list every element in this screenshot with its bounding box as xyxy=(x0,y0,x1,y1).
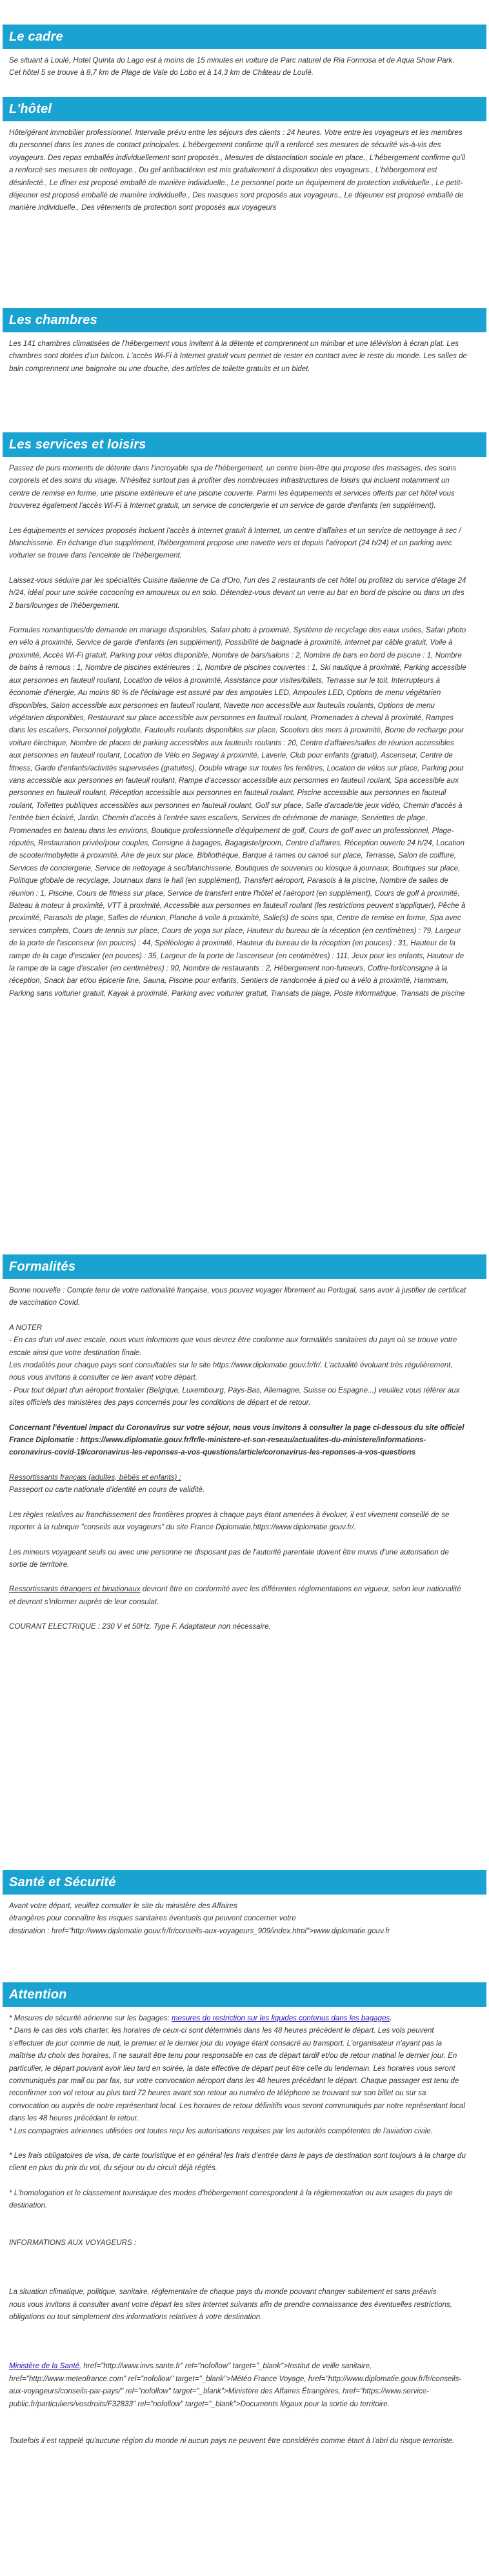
services-p2: Les équipements et services proposés incluent l'accès à Internet gratuit à Internet, un centre d'affaires et un service de nettoyage à sec / blanchisserie. En échange d'un supplément, l'hébergement propose une navette vers et depuis l'aéroport (24 h/24) et un parking avec voiturier se trouve dans l'enceinte de l'hébergement. xyxy=(9,526,461,560)
formalites-res-et-text: devront être en conformité avec les différentes réglementations en vigueur, selon leur nationalité et devront s'informer auprès de leur consulat. xyxy=(9,1585,461,1606)
section-attention xyxy=(0,1982,489,2447)
formalites-res-fr-text: Passeport ou carte nationale d'identité en cours de validité. xyxy=(9,1485,205,1494)
formalites-res-et-label: Ressortissants étrangers et binationaux xyxy=(9,1585,141,1594)
formalites-minors-text: Les mineurs voyageant seuls ou avec une personne ne disposant pas de l'autorité parentale doivent être munis d'une autorisation de sortie de territoire. xyxy=(9,1547,449,1569)
cadre-text: Se situant à Loulé, Hotel Quinta do Lago est à moins de 15 minutes en voiture de Parc naturel de Ria Formosa et de Aqua Show Park. Cet hôtel 5 se trouve à 8,7 km de Plage de Vale do Lobo et à 14,3 km de Château de Loulé. xyxy=(9,56,455,77)
section-services xyxy=(0,432,489,1000)
formalites-note2: Les modalités pour chaque pays sont consultables sur le site https://www.diplomatie.gouv.fr/fr/. L'actualité évoluant très régulièrement, nous vous invitons à consulter ce lien avant votre départ. xyxy=(9,1361,453,1382)
section-cadre xyxy=(0,25,489,79)
attention-p1-end: . xyxy=(390,2014,392,2022)
section-sante xyxy=(0,1870,489,1937)
formalites-note1: - En cas d'un vol avec escale, nous vous informons que vous devrez être conforme aux formalités sanitaires du pays où se trouve votre escale ainsi que votre destination finale. xyxy=(9,1336,457,1357)
liquids-restriction-link[interactable]: mesures de restriction sur les liquides contenus dans les bagages xyxy=(171,2014,390,2022)
heading-chambres: Les chambres xyxy=(3,308,486,332)
services-p4: Formules romantiques/de demande en mariage disponibles, Safari photo à proximité, Système de recyclage des eaux usées, Safari photo en vélo à proximité, Service de garde d'enfants (en supplément), Possibilité de baignade à proximité, Internet par câble gratuit, Voile à proximité, Accès Wi-Fi gratuit, Parking pour vélos disponible, Nombre de bars/salons : 2, Nombre de bars en bord de piscine : 1, Nombre de bains à remous : 1, Nombre de piscines extérieures : 1, Nombre de piscines couvertes : 1, Ski nautique à proximité, Parking accessible aux personnes en fauteuil roulant, Location de vélos à proximité, Assistance pour visites/billets, Terrasse sur le toit, Interrupteurs à économie d'énergie, Au moins 80 % de l'éclairage est assuré par des ampoules LED, Ampoules LED, Options de menu végétarien disponibles, Salon accessible aux personnes en fauteuil roulant, Navette non accessible aux fauteuils roulants, Options de menu végétarien disponibles, Restaurant sur place accessible aux personnes en fauteuil roulant, Promenades à cheval à proximité, Rampes dans les escaliers, Personnel polyglotte, Fauteuils roulants disponibles sur place, Scooters des mers à proximité, Borne de recharge pour voiture électrique, Nombre de places de parking accessibles aux fauteuils roulants : 20, Centre d'affaires/salles de réunion accessibles aux personnes en fauteuil roulant, Location de Vélo en Segway à proximité, Laverie, Club pour enfants (gratuit), Ascenseur, Centre de fitness, Garde d'enfants/activités supervisées (gratuites), Double vitrage sur toutes les fenêtres, Location de vélos sur place, Parking pour vans accessible aux personnes en fauteuil roulant, Rampe d'accessor accessible aux personnes en fauteuil roulant, Spa accessible aux personnes en fauteuil roulant, Réception accessible aux personnes en fauteuil roulant, Piscine accessible aux personnes en fauteuil roulant, Toilettes publiques accessibles aux personnes en fauteuil roulant, Golf sur place, Salle d'arcade/de jeux vidéo, Chemin d'accès à l'entrée bien éclairé, Jardin, Chemin d'accès à l'entrée sans escaliers, Services de cérémonie de mariage, Serviettes de plage, Promenades en bateau dans les environs, Boutique professionnelle d'équipement de golf, Cours de golf avec un professionnel, Plage-réputés, Restauration privée/pour couples, Consigne à bagages, Bagagiste/groom, Centre d'affaires, Réception ouverte 24 h/24, Location de scooter/mobylette à proximité, Aire de jeux sur place, Bibliothèque, Barque à rames ou canoë sur place, Terrasse, Salon de coiffure, Services de conciergerie, Service de nettoyage à sec/blanchisserie, Boutiques de souvenirs ou kiosque à journaux, Boutiques sur place, Politique globale de recyclage, Journaux dans le hall (en supplément), Transfert aéroport, Parasols à la piscine, Nombre de salles de réunion : 1, Piscine, Cours de fitness sur place, Service de transfert entre l'hôtel et l'aéroport (en supplément), Cours de golf à proximité, Bateau à moteur à proximité, VTT à proximité, Accessible aux personnes en fauteuil roulant (les restrictions peuvent s'appliquer), Pêche à proximité, Parasols de plage, Salles de réunion, Planche à voile à proximité, Salle(s) de soins spa, Centre de remise en forme, Spa avec services complets, Cours de tennis sur place, Cours de yoga sur place, Hauteur du bureau de la réception (en centimètres) : 79, Largeur de la porte de l'ascenseur (en pouces) : 44, Spéléologie à proximité, Hauteur du bureau de la réception (en pouces) : 31, Hauteur de la rampe de la cage d'escalier (en pouces) : 35, Largeur de la porte de l'ascenseur (en centimètres) : 111, Jeux pour les enfants, Hauteur de la rampe de la cage d'escalier (en centimètres) : 90, Nombre de restaurants : 2, Hébergement non-fumeurs, Coffre-fort/consigne à la réception, Snack bar et/ou épicerie fine, Sauna, Piscine pour enfants, Sentiers de randonnée à pied ou à vélo à proximité, Hammam, Parking sans voiturier gratuit, Kayak à proximité, Parking avec voiturier gratuit, Transats de plage, Poste informatique, Transats de piscine xyxy=(9,626,466,998)
sante-line3: destination : href="http://www.diplomatie.gouv.fr/fr/conseils-aux-voyageurs_909/index.html">www.diplomatie.gouv.fr xyxy=(9,1926,390,1935)
sante-line2: étrangères pour connaître les risques sanitaires éventuels qui peuvent concerner votre xyxy=(9,1914,296,1923)
attention-p3: * Les frais obligatoires de visa, de carte touristique et en général les frais d'entrée dans le pays de destination sont toujours à la charge du client en plus du prix du vol, du séjour ou du circuit déjà réglés. xyxy=(9,2151,466,2173)
attention-p4: * L'homologation et le classement touristique des modes d'hébergement correspondent à la réglementation ou aux usages du pays de destination. xyxy=(9,2188,453,2210)
formalites-intro: Bonne nouvelle : Compte tenu de votre nationalité française, vous pouvez voyager librement au Portugal, sans avoir à justifier de certificat de vaccination Covid. xyxy=(9,1286,466,1307)
attention-p5: La situation climatique, politique, sanitaire, réglementaire de chaque pays du monde pouvant changer subitement et sans préavis xyxy=(9,2288,437,2297)
sante-line1: Avant votre départ, veuillez consulter le site du ministère des Affaires xyxy=(9,1902,237,1910)
attention-last: Toutefois il est rappelé qu'aucune région du monde ni aucun pays ne peuvent être considérés comme étant à l'abri du risque terroriste. xyxy=(9,2436,455,2445)
formalites-res-fr-label: Ressortissants français (adultes, bébés et enfants) : xyxy=(9,1473,181,1482)
heading-hotel: L'hôtel xyxy=(3,97,486,121)
hotel-text: Hôte/gérant immobilier professionnel. Intervalle prévu entre les séjours des clients : 24 heures. Votre entre les voyageurs et les membres du personnel dans les zones de contact principales. L'hébergement confirme qu'il a renforcé ses mesures de sécurité vis-à-vis des voyageurs. Des repas emballés individuellement sont proposés., Mesures de distanciation sociale en place., L'hébergement confirme qu'il a renforcé ses mesures de nettoyage., Du gel antibactérien est mis gratuitement à disposition des voyageurs., L'hébergement est désinfecté., Le dîner est proposé emballé de manière individuelle., Le personnel porte un équipement de protection individuelle., Le petit-déjeuner est proposé emballé de manière individuelle., Des masques sont proposés aux voyageurs., Le déjeuner est proposé emballé de manière individuelle., Des vêtements de protection sont proposés aux voyageurs xyxy=(9,128,465,212)
chambres-text: Les 141 chambres climatisées de l'hébergement vous invitent à la détente et comprennent un minibar et une télévision à écran plat. Les chambres sont dotées d'un balcon. L'accès Wi-Fi à Internet gratuit vous permet de rester en contact avec le reste du monde. Les salles de bain comprennent une baignoire ou une douche, des articles de toilette gratuits et un bidet. xyxy=(9,339,467,373)
formalites-note-label: A NOTER xyxy=(9,1323,43,1332)
services-p3: Laissez-vous séduire par les spécialités Cuisine italienne de Ca d'Oro, l'un des 2 restaurants de cet hôtel ou profitez du service d'étage 24 h/24, idéal pour une soirée cocooning en amoureux ou en solo. Détendez-vous devant un verre au bar en bord de piscine ou dans un des 2 bars/lounges de l'hébergement. xyxy=(9,576,466,610)
sante-ministry-link[interactable]: Ministère de la Santé xyxy=(9,2362,79,2371)
attention-links xyxy=(9,2360,467,2410)
section-formalites xyxy=(0,1254,489,1633)
heading-formalites: Formalités xyxy=(3,1254,486,1279)
attention-p2: * Les compagnies aériennes utilisées ont toutes reçu les autorisations requises par les autorités compétentes de l'aviation civile. xyxy=(9,2126,433,2135)
formalites-bold-text: Concernant l'éventuel impact du Coronavirus sur votre séjour, nous vous invitons à consulter la page ci-dessous du site officiel France Diplomatie : https://www.diplomatie.gouv.fr/fr/le-ministere-et-son-reseau/actualites-du-ministere/informations-coronavirus-covid-19/coronavirus-les-reponses-a-vos-questions/article/coronavirus-les-reponses-a-vos-questions xyxy=(9,1423,464,1457)
section-hotel xyxy=(0,97,489,214)
attention-info-label: INFORMATIONS AUX VOYAGEURS : xyxy=(9,2238,137,2247)
heading-services: Les services et loisirs xyxy=(3,432,486,457)
attention-p6: nous vous invitons à consulter avant votre départ les sites Internet suivants afin de prendre connaissance des éventuelles restrictions, obligations ou tout simplement des informations relatives à votre destination. xyxy=(9,2300,452,2321)
heading-sante: Santé et Sécurité xyxy=(3,1870,486,1895)
formalites-res-et xyxy=(9,1583,467,1608)
attention-links-text: , href="http://www.invs.sante.fr" rel="nofollow" target="_blank">Institut de veille sanitaire, href="http://www.meteofrance.com" rel="nofollow" target="_blank">Météo France Voyage, href="http://www.diplomatie.gouv.fr/fr/conseils-aux-voyageurs/conseils-par-pays/" rel="nofollow" target="_blank">Ministère des Affaires Étrangères, href="https://www.service-public.fr/particuliers/vosdroits/F32833" rel="nofollow" target="_blank">Documents légaux pour la sortie du territoire. xyxy=(9,2362,462,2408)
services-p1: Passez de purs moments de détente dans l'incroyable spa de l'hébergement, un centre bien-être qui propose des massages, des soins corporels et des soins du visage. N'hésitez surtout pas à profiter des nombreuses infrastructures de loisirs qui incluent notamment un centre de remise en forme, une piscine extérieure et une piscine couverte. Parmi les équipements et services offerts par cet hôtel vous trouverez également l'accès Wi-Fi à Internet gratuit, un service de conciergerie et un service de garde d'enfants (en supplément). xyxy=(9,464,457,510)
formalites-courant: COURANT ELECTRIQUE : 230 V et 50Hz. Type F. Adaptateur non nécessaire. xyxy=(9,1622,271,1631)
heading-attention: Attention xyxy=(3,1982,486,2007)
heading-cadre: Le cadre xyxy=(3,25,486,49)
formalites-rules-text: Les règles relatives au franchissement des frontières propres à chaque pays étant amenées à évoluer, il est vivement conseillé de se reporter à la rubrique "conseils aux voyageurs" du site France Diplomatie,https://www.diplomatie.gouv.fr/. xyxy=(9,1510,450,1532)
formalites-note3: - Pour tout départ d'un aéroport frontalier (Belgique, Luxembourg, Pays-Bas, Allemagne, Suisse ou Espagne...) veuillez vous référer aux sites officiels des ministères des pays concernés pour les conditions de départ et de retour. xyxy=(9,1385,460,1407)
section-chambres xyxy=(0,308,489,375)
attention-p1-rest: * Dans le cas des vols charter, les horaires de ceux-ci sont déterminés dans les 48 heures précédent le départ. Les vols peuvent s'effectuer de jour comme de nuit, le premier et le dernier jour du voyage étant consacré au transport. L'organisateur n'ayant pas la maîtrise du choix des horaires, il ne saurait être tenu pour responsable en cas de départ tardif et/ou de retour matinal le dernier jour. En particulier, le départ pouvant avoir lieu tard en soirée, la date effective de départ peut être celle du lendemain. Les horaires vous seront communiqués par mail ou par fax, sur votre convocation aéroport dans les 48 heures précédant le départ. Chaque passager est tenu de reconfirmer son vol retour au plus tard 72 heures avant son retour au numéro de téléphone se trouvant sur son billet ou sur sa convocation ou auprès de notre représentant local. Les horaires de retour définitifs vous seront communiqués par notre représentant local dans les 48 heures précédant le retour. xyxy=(9,2026,465,2123)
attention-p1-start: * Mesures de sécurité aérienne sur les bagages: xyxy=(9,2014,172,2022)
attention-p1 xyxy=(9,2012,467,2024)
